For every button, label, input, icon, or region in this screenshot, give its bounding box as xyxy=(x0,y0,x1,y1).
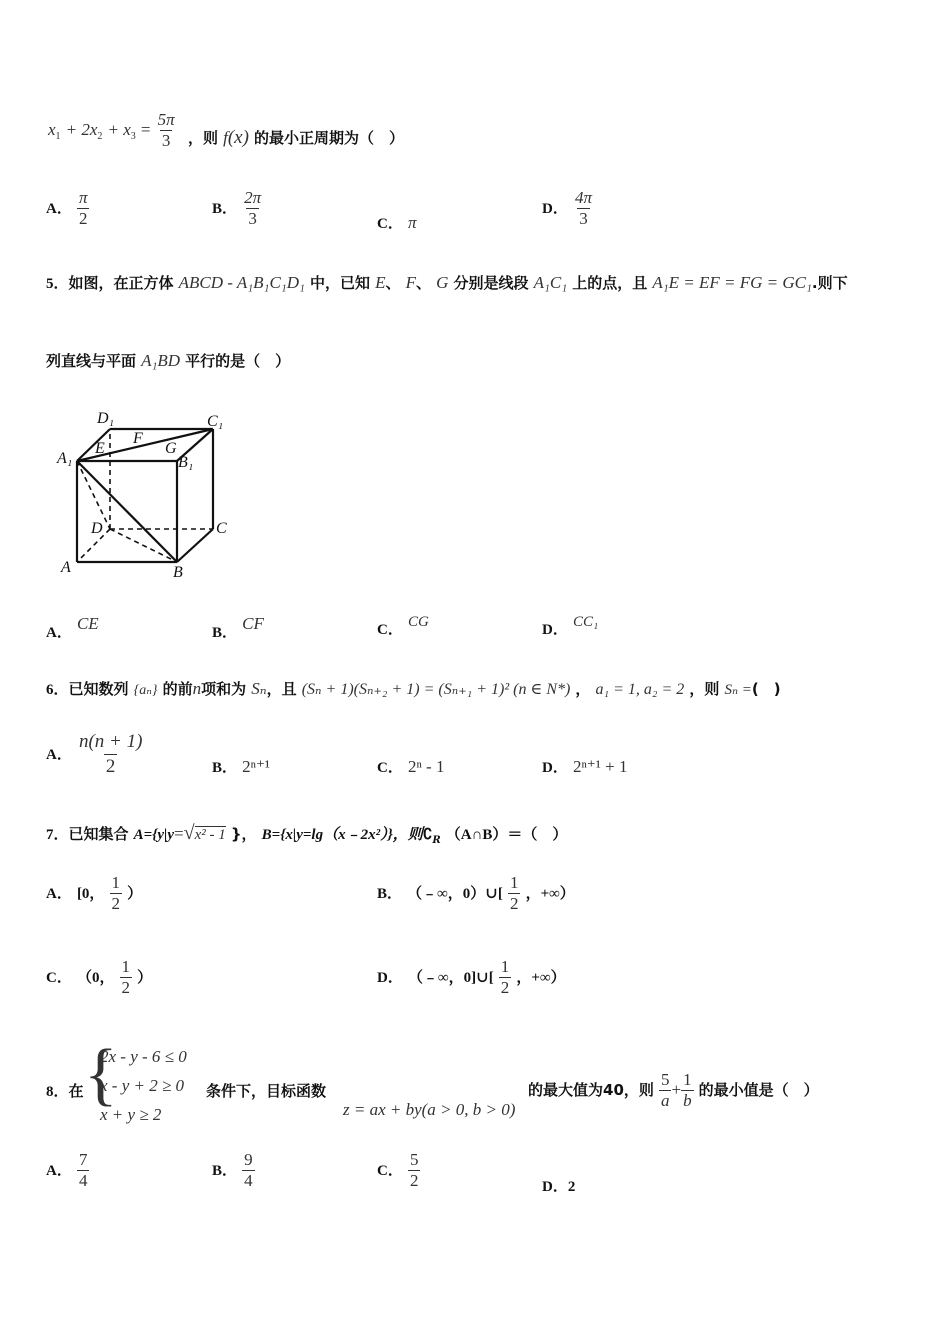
q7-option-c[interactable]: C． （0， $\frac{1}{2}$ ） xyxy=(46,957,153,997)
q8-objective: z = ax + by(a > 0, b > 0) xyxy=(343,1100,516,1119)
q6-stem: 6．已知数列 {aₙ} 的前n项和为 Sₙ，且 (Sₙ + 1)(Sₙ₊₂ + 1) = (Sₙ₊₁ + 1)² (n ∈ N*) ， a₁ = 1, a₂ = 2 ，则 Sₙ =( ) xyxy=(46,679,781,698)
q4-condition: $x_1 + 2x_2 + x_3$ = $\frac{5\pi}{3}$ xyxy=(48,110,175,150)
q7-option-a[interactable]: A． [0， $\frac{1}{2}$ ） xyxy=(46,873,143,913)
q4-option-b[interactable]: B． $\frac{2\pi}{3}$ xyxy=(212,188,262,228)
label-G: G xyxy=(165,440,177,457)
label-C1: C₁ xyxy=(207,413,224,430)
label-B: B xyxy=(173,564,183,581)
q7-stem: 7．已知集合 A={y|y=√x² - 1 }， B={x|y=lg（x﹣2x²）}，则$∁_R$ （A∩B）＝（ ） xyxy=(46,822,568,846)
label-D: D xyxy=(91,520,103,537)
q5-stem-line1: 5．如图，在正方体 ABCD - A₁B₁C₁D₁ 中，已知 E、 F、 G 分别是线段 A₁C₁ 上的点，且 A₁E = EF = FG = GC₁.则下 xyxy=(46,273,848,292)
diag-A1-D xyxy=(77,461,110,529)
cube-figure xyxy=(55,405,240,585)
q8-condition-label: 条件下，目标函数 xyxy=(206,1082,327,1100)
q4-option-d[interactable]: D． $\frac{4\pi}{3}$ xyxy=(542,188,592,228)
q8-option-b[interactable]: B． $\frac{9}{4}$ xyxy=(212,1150,253,1190)
q5-stem-line2: 列直线与平面 A₁BD 平行的是（ ） xyxy=(46,351,291,370)
q6-option-a[interactable]: A． $\frac{n(n + 1)}{2}$ xyxy=(46,731,143,777)
diag-A1-B xyxy=(77,461,177,562)
q7-option-b[interactable]: B． （﹣∞，0）∪[ $\frac{1}{2}$ ，+∞） xyxy=(377,873,575,913)
q6-option-c[interactable]: C． 2ⁿ - 1 xyxy=(377,757,445,776)
q8-system-brace: { xyxy=(84,1036,118,1113)
q8-option-d[interactable]: D．2 xyxy=(542,1179,576,1195)
q4-option-a[interactable]: A． $\frac{\pi}{2}$ xyxy=(46,188,88,228)
q5-option-a[interactable]: A． CE xyxy=(46,614,99,641)
q4-stem: ，则 f(x) 的最小正周期为（ ） xyxy=(188,127,405,148)
q5-option-b[interactable]: B． CF xyxy=(212,614,264,641)
q8-prefix: 8．在 xyxy=(46,1082,84,1100)
q5-option-d[interactable]: D． CC₁ xyxy=(542,614,599,638)
label-D1: D₁ xyxy=(97,410,115,427)
q7-option-d[interactable]: D． （﹣∞，0]∪[ $\frac{1}{2}$ ，+∞） xyxy=(377,957,566,997)
label-F: F xyxy=(133,430,143,447)
label-A1: A₁ xyxy=(57,450,73,467)
q6-option-d[interactable]: D． 2ⁿ⁺¹ + 1 xyxy=(542,757,628,776)
q5-option-c[interactable]: C． CG xyxy=(377,614,429,638)
edge-B-C xyxy=(177,529,213,562)
q8-stem-tail: 的最大值为40，则 $\frac{5}{a}$ + $\frac{1}{b}$ 的最小值是（ ） xyxy=(528,1070,819,1110)
q8-system: 2x - y - 6 ≤ 0 x - y + 2 ≥ 0 x + y ≥ 2 xyxy=(100,1047,187,1124)
diag-D-B xyxy=(110,529,177,562)
label-A: A xyxy=(61,559,71,576)
q6-option-b[interactable]: B． 2ⁿ⁺¹ xyxy=(212,757,271,776)
q8-option-a[interactable]: A． $\frac{7}{4}$ xyxy=(46,1150,88,1190)
label-E: E xyxy=(95,440,105,457)
label-B1: B₁ xyxy=(178,454,194,471)
q4-option-c[interactable]: C． π xyxy=(377,213,417,232)
q8-option-c[interactable]: C． $\frac{5}{2}$ xyxy=(377,1150,419,1190)
label-C: C xyxy=(216,520,227,537)
